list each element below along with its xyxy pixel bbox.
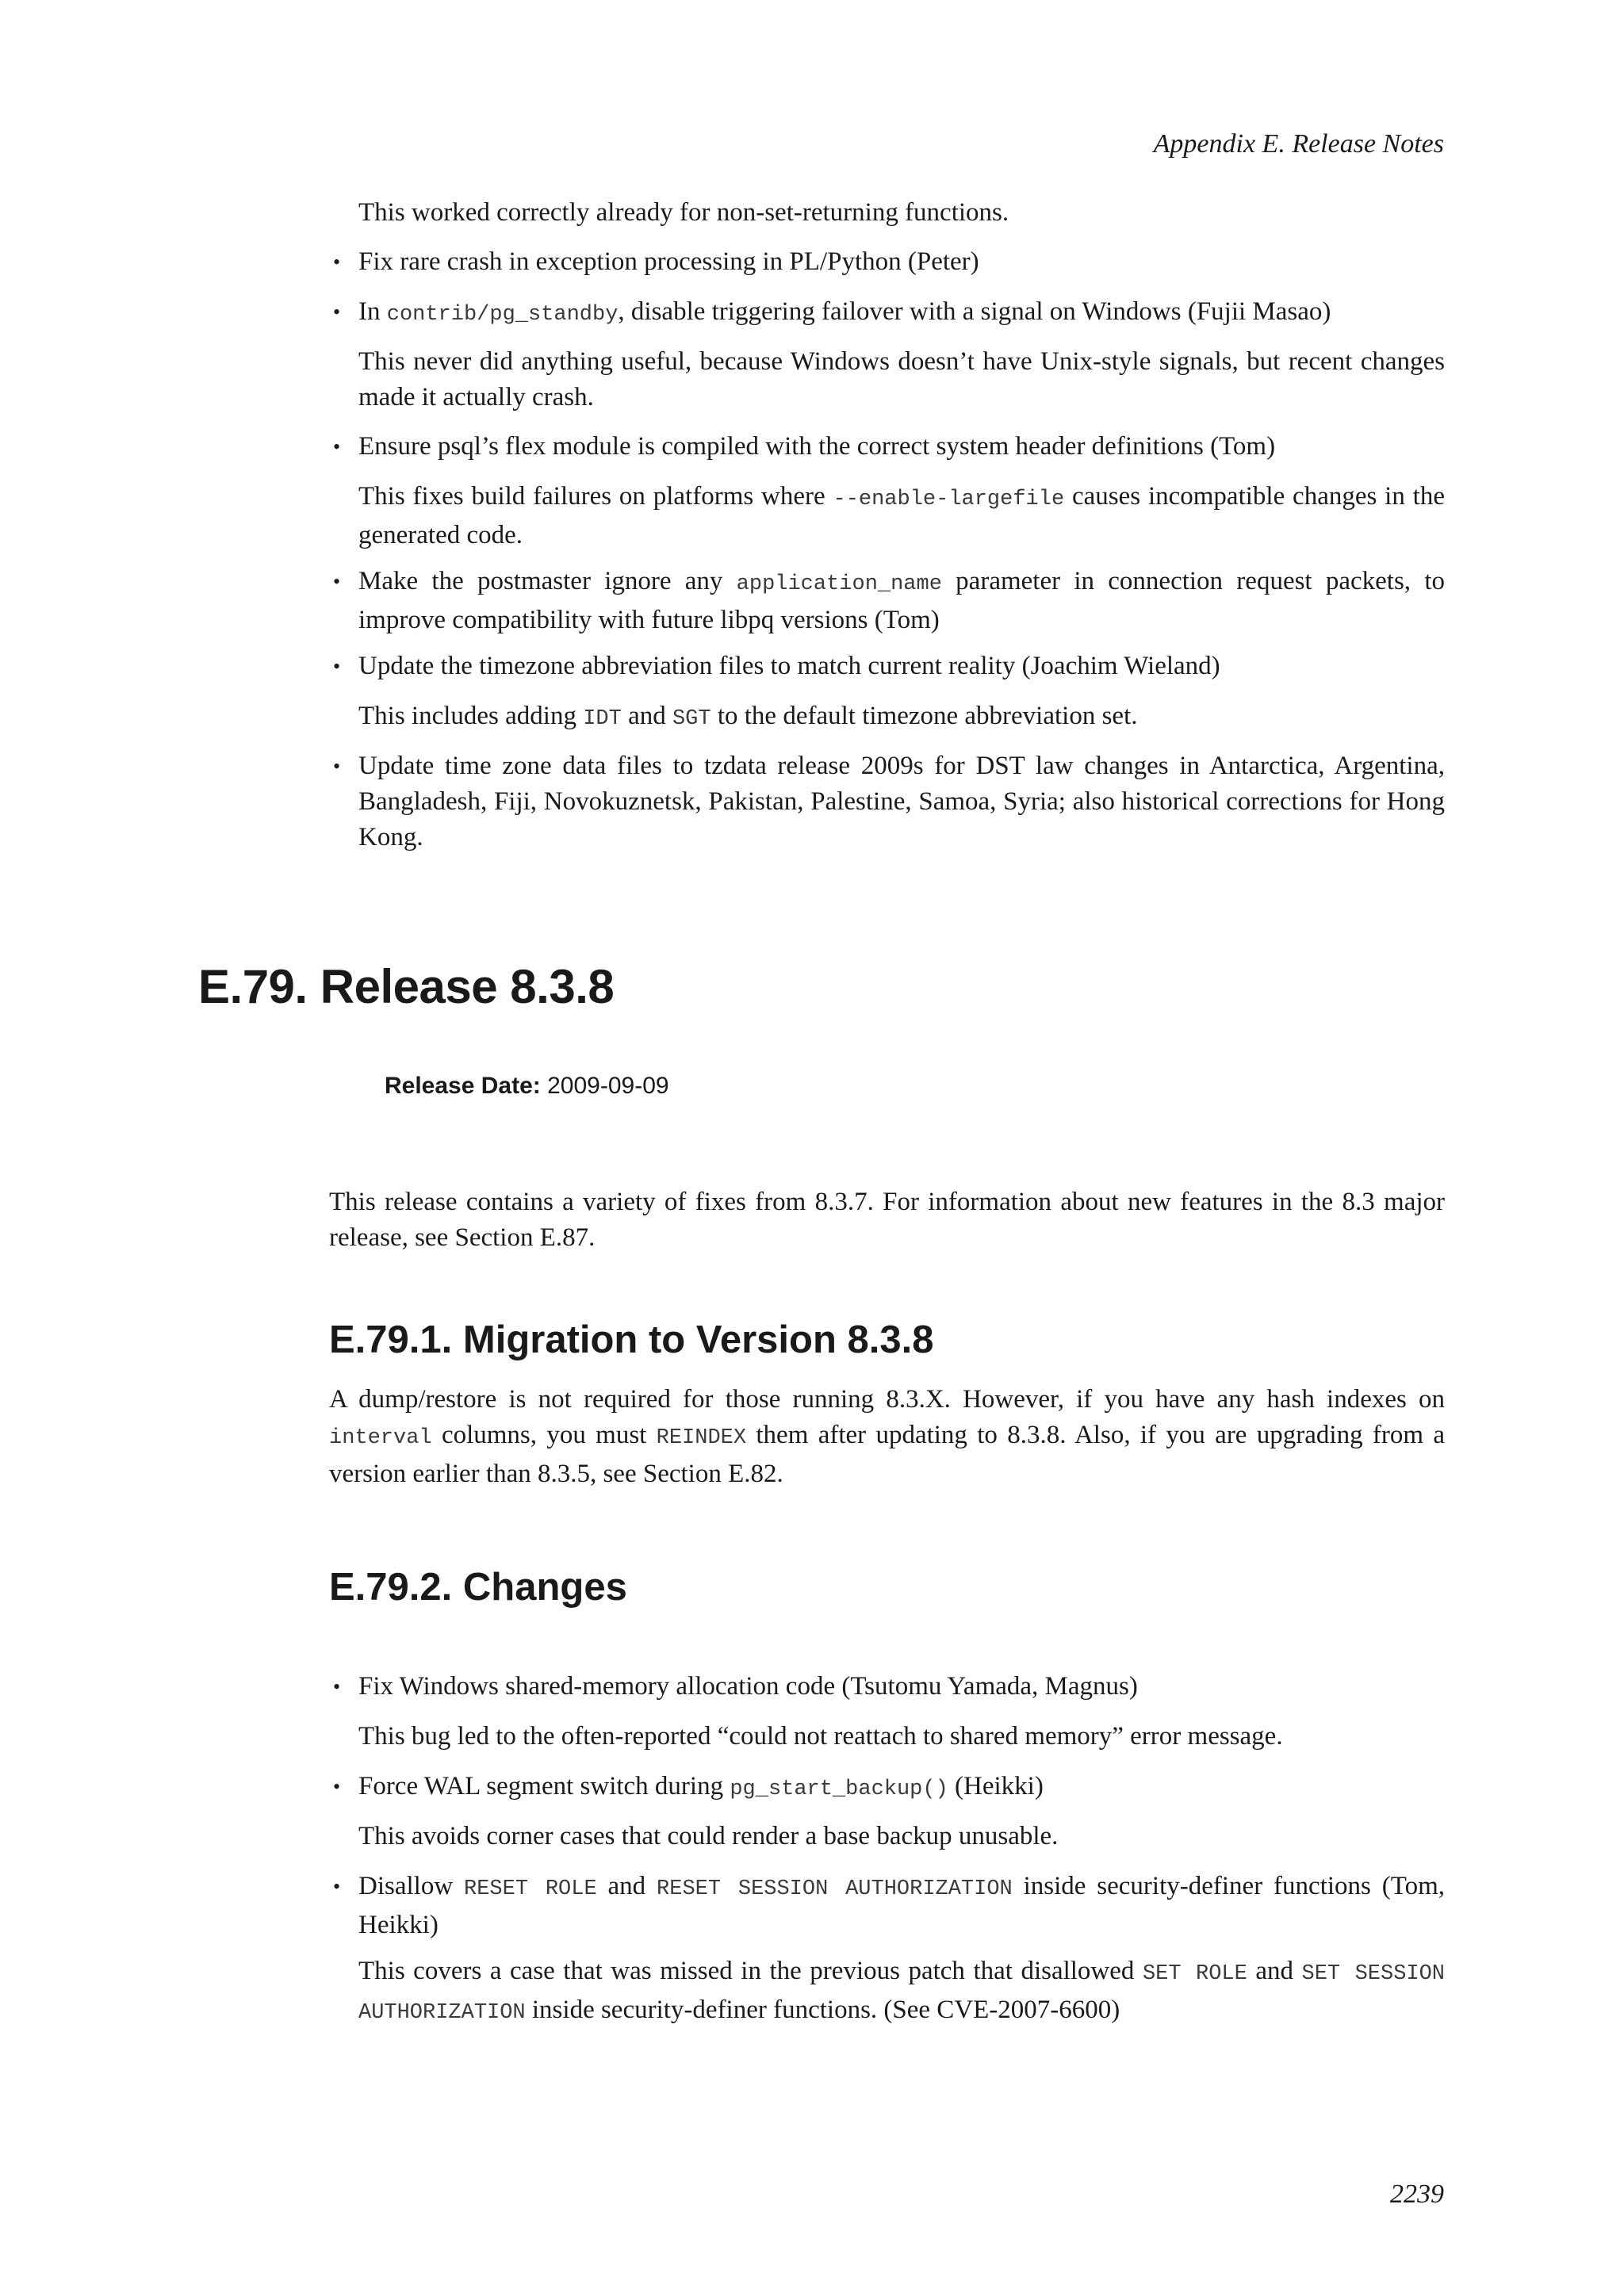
list-item [358, 244, 1445, 280]
list-item-detail: This includes adding IDT and SGT to the default timezone abbreviation set. [358, 702, 1138, 731]
inline-code: RESET SESSION AUTHORIZATION [657, 1877, 1013, 1901]
inline-code: IDT [583, 707, 622, 731]
list-item: • Update time zone data files to tzdata release 2009s for DST law changes in Antarctica, Argentina, Bangladesh, Fiji, Novokuznetsk, Pakistan, Palestine, Samoa, Syria; also historical corrections for Hong Kong. [358, 748, 1445, 855]
list-item-detail: This fixes build failures on platforms where --enable-largefile causes incompatible changes in the generated code. [358, 482, 1445, 549]
section-title: E.79. Release 8.3.8 [198, 960, 615, 1013]
list-item: • Update the timezone abbreviation files to match current reality (Joachim Wieland) [358, 649, 1445, 684]
list-item: • Fix Windows shared-memory allocation code (Tsutomu Yamada, Magnus) [358, 1669, 1445, 1705]
inline-code: REINDEX [656, 1426, 747, 1450]
inline-code: SET SESSION AUTHORIZATION [358, 1962, 1446, 2025]
inline-code: pg_start_backup() [730, 1777, 948, 1801]
migration-paragraph: A dump/restore is not required for those running 8.3.X. However, if you have any hash indexes on interval columns, you must REINDEX them after updating to 8.3.8. Also, if you are upgrading from a version earlier than 8.3.5, see Section E.82. [329, 1385, 1446, 1488]
list-item: • Disallow RESET ROLE and RESET SESSION AUTHORIZATION inside security-definer functions (Tom, Heikki) [358, 1869, 1445, 1943]
continuation-paragraph: This worked correctly already for non-set-returning functions. [358, 198, 1009, 227]
list-item-text: Fix rare crash in exception processing in PL/Python (Peter) [358, 247, 979, 276]
list-item: • Force WAL segment switch during pg_start_backup() (Heikki) [358, 1769, 1445, 1808]
running-header: Appendix E. Release Notes [1153, 129, 1444, 159]
subsection-title-changes: E.79.2. Changes [329, 1566, 627, 1609]
inline-code: --enable-largefile [833, 488, 1065, 511]
inline-code: interval [329, 1426, 432, 1450]
inline-code: application_name [736, 572, 942, 596]
release-date-value: 2009-09-09 [547, 1073, 669, 1099]
page-number: 2239 [1390, 2179, 1444, 2209]
list-item: • Make the postmaster ignore any application_name parameter in connection request packets, to improve compatibility with future libpq versions (Tom) [358, 564, 1445, 638]
list-item-detail: This avoids corner cases that could render a base backup unusable. [358, 1822, 1059, 1850]
inline-code: contrib/pg_standby [386, 303, 619, 327]
inline-code: RESET ROLE [464, 1877, 597, 1901]
list-item-detail: This covers a case that was missed in the previous patch that disallowed SET ROLE and SET SESSION AUTHORIZATION inside security-definer functions. (See CVE-2007-6600) [358, 1957, 1446, 2025]
release-date-label: Release Date: [385, 1073, 541, 1099]
list-item: • In contrib/pg_standby, disable triggering failover with a signal on Windows (Fujii Masao) [358, 294, 1445, 333]
release-date [385, 1070, 669, 1102]
list-item-detail: This bug led to the often-reported “could not reattach to shared memory” error message. [358, 1722, 1283, 1751]
section-intro: This release contains a variety of fixes from 8.3.7. For information about new features in the 8.3 major release, see Section E.87. [329, 1188, 1445, 1252]
subsection-title-migration: E.79.1. Migration to Version 8.3.8 [329, 1318, 934, 1361]
inline-code: SGT [672, 707, 711, 731]
list-item-detail: This never did anything useful, because Windows doesn’t have Unix-style signals, but recent changes made it actually crash. [358, 347, 1445, 411]
inline-code: SET ROLE [1142, 1962, 1247, 1986]
list-item: • Ensure psql’s flex module is compiled with the correct system header definitions (Tom) [358, 429, 1445, 465]
